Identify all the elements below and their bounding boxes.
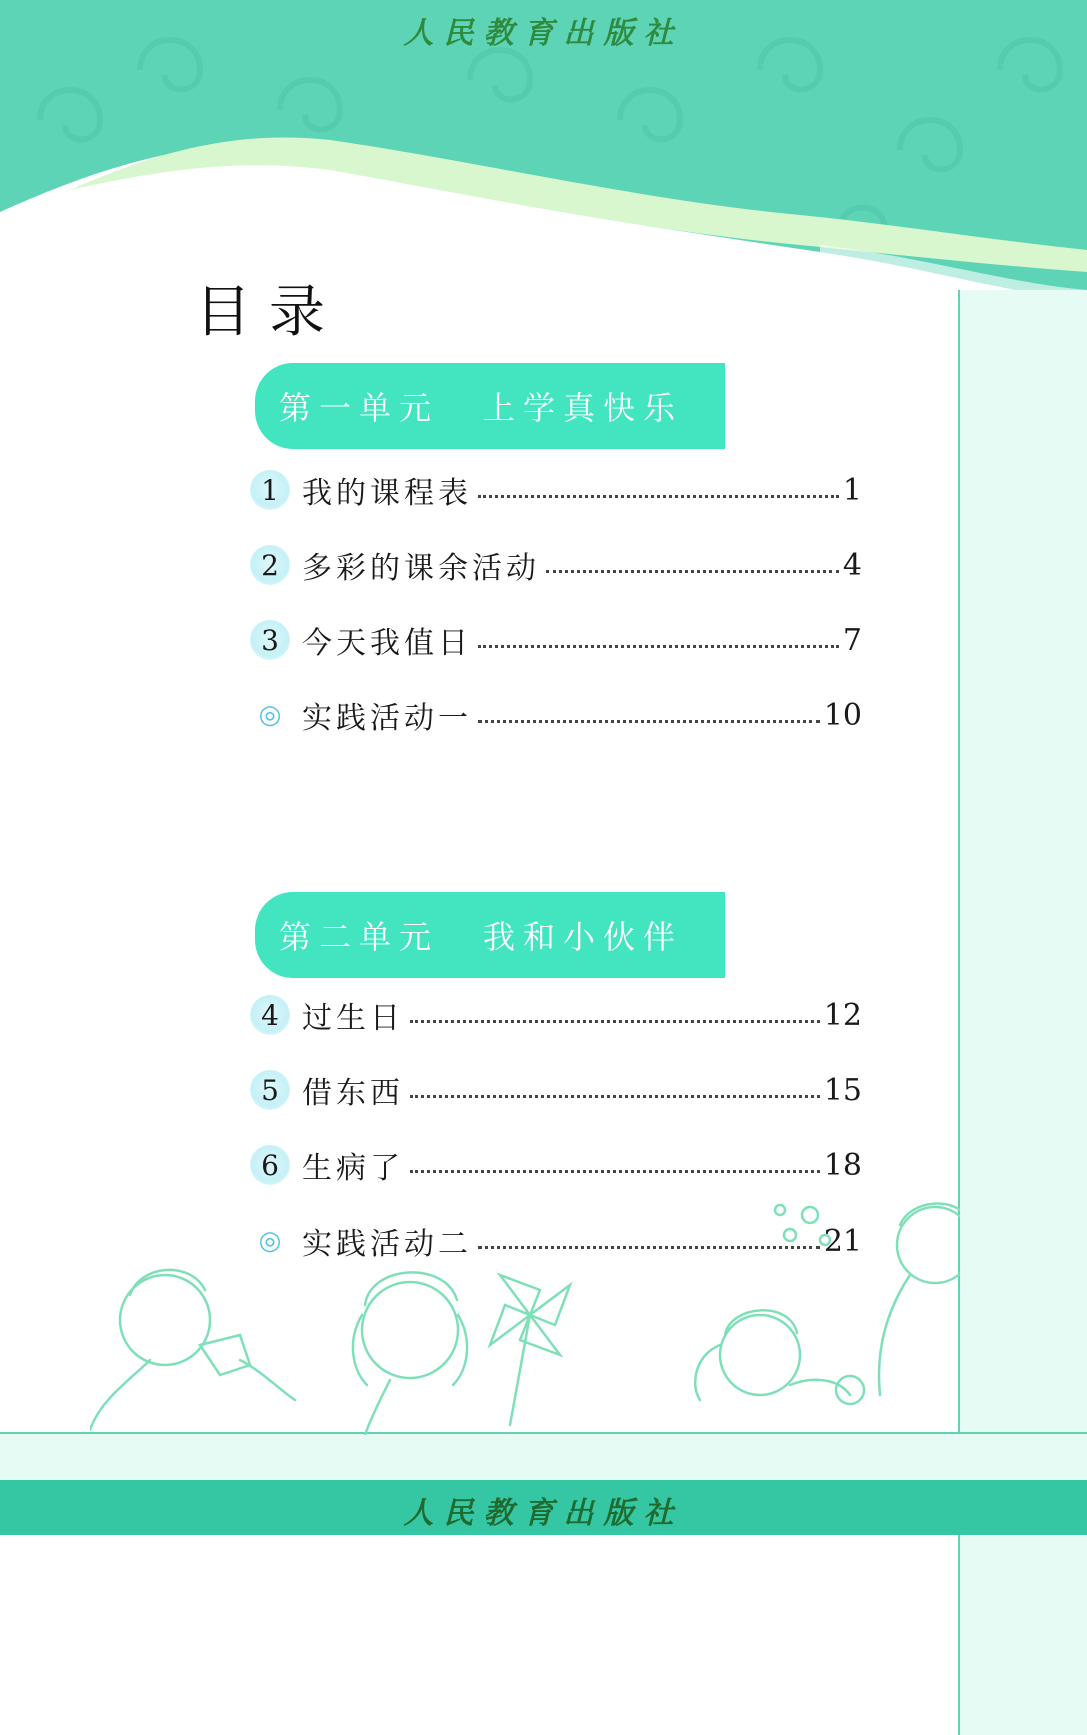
toc-entry[interactable]	[250, 1066, 862, 1114]
unit-number: 第一单元	[279, 389, 440, 427]
lesson-number-badge: 4	[250, 995, 290, 1035]
lesson-title: 实践活动一	[302, 701, 472, 736]
bottom-strip	[0, 1432, 1087, 1482]
lesson-number-badge: 6	[250, 1145, 290, 1185]
children-illustration	[90, 1195, 960, 1435]
toc-entry[interactable]	[250, 991, 862, 1039]
page-number: 7	[842, 622, 862, 658]
lesson-number-badge: 1	[250, 470, 290, 510]
lesson-title: 借东西	[302, 1076, 404, 1111]
lesson-number-badge: 3	[250, 620, 290, 660]
page-number: 18	[823, 1147, 862, 1183]
toc-title: 目录	[195, 280, 343, 345]
dot-leader	[546, 570, 839, 573]
toc-entry[interactable]	[250, 541, 862, 589]
toc-entry[interactable]	[250, 466, 862, 514]
practice-ring-icon: ◎	[258, 700, 282, 730]
publisher-logo-top: 人民教育出版社	[403, 16, 684, 51]
lesson-number-badge: 5	[250, 1070, 290, 1110]
page-number: 15	[823, 1072, 862, 1108]
lesson-title: 我的课程表	[302, 476, 472, 511]
publisher-logo-bottom: 人民教育出版社	[403, 1496, 684, 1531]
lesson-title: 生病了	[302, 1151, 404, 1186]
lesson-title: 实践活动二	[302, 1227, 472, 1262]
page-number: 21	[823, 1223, 862, 1259]
page-number: 4	[842, 547, 862, 583]
toc-entry[interactable]	[250, 616, 862, 664]
dot-leader	[410, 1020, 820, 1023]
page-number: 12	[823, 997, 862, 1033]
dot-leader	[410, 1095, 820, 1098]
page-number: 10	[823, 697, 862, 733]
dot-leader	[478, 720, 820, 723]
lesson-title: 多彩的课余活动	[302, 551, 540, 586]
lesson-title: 过生日	[302, 1001, 404, 1036]
dot-leader	[478, 495, 839, 498]
toc-entry[interactable]	[250, 691, 862, 739]
unit-name: 我和小伙伴	[483, 918, 684, 956]
dot-leader	[410, 1170, 820, 1173]
dot-leader	[478, 645, 839, 648]
lesson-title: 今天我值日	[302, 626, 472, 661]
practice-ring-icon: ◎	[258, 1226, 282, 1256]
page-number: 1	[842, 472, 862, 508]
lesson-number-badge: 2	[250, 545, 290, 585]
unit-number: 第二单元	[279, 918, 440, 956]
unit-banner-1	[255, 363, 725, 449]
unit-banner-2	[255, 892, 725, 978]
unit-name: 上学真快乐	[483, 389, 684, 427]
toc-entry[interactable]	[250, 1141, 862, 1189]
